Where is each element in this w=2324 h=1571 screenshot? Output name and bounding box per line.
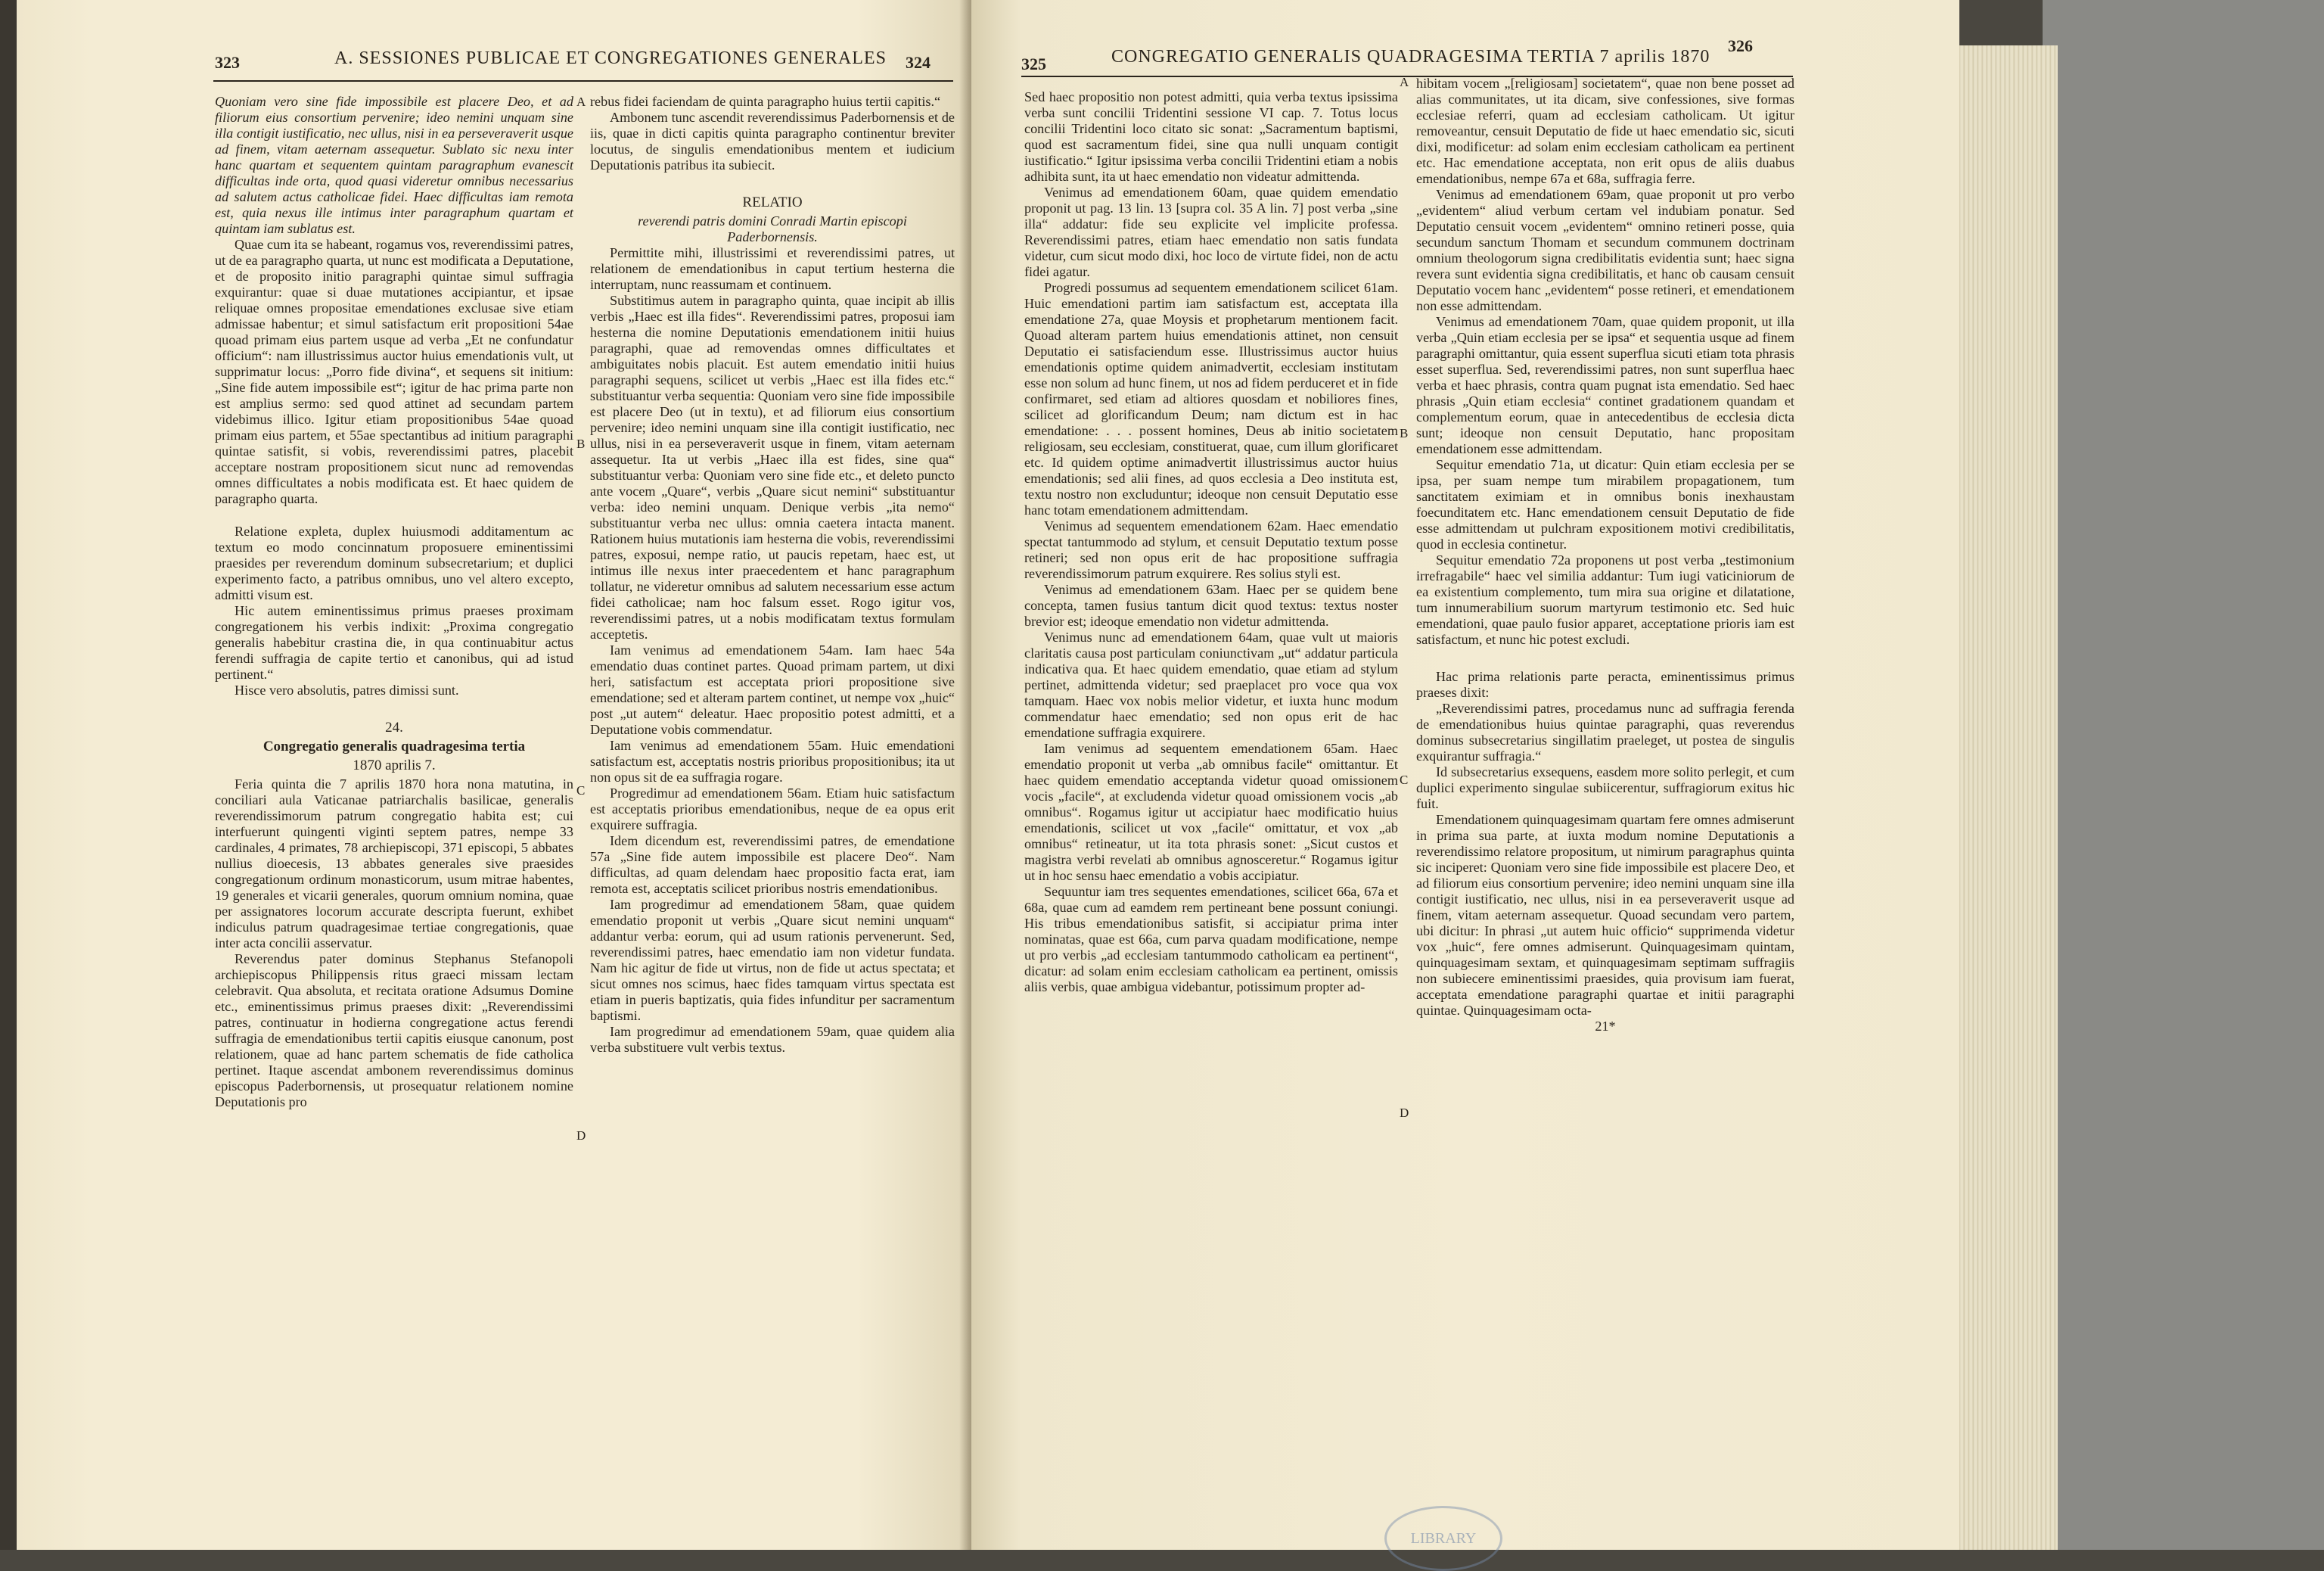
desk-surface-right — [2043, 0, 2324, 1550]
paragraph: Sequitur emendatio 72a proponens ut post verba „testimonium irrefragabile“ haec vel similia addantur: Tum iugi vaticiniorum de ea existentium complemento, tum mira sua origine et dilatatione, tum innumerabilium suorum martyrum testimonio etc. Sed huic emendationi, quae paulo fusior apparet, acceptatione prioris iam est satisfactum, et nunc hic potest excludi. — [1416, 552, 1794, 647]
relatio-title: RELATIO — [742, 194, 803, 210]
paragraph: Hic autem eminentissimus primus praeses proximam congregationem his verbis indixit: „Proxima congregatio generalis habebitur crastina die, in qua continuabitur actus ferendi suffragia de capite tertio et canonibus, qui ad istud pertinent.“ — [215, 603, 573, 682]
paragraph: Venimus ad emendationem 70am, quae quidem proponit, ut illa verba „Quin etiam ecclesia per se ipsa“ et sequentia usque ad finem paragraphi omittantur, quia essent superflua sicuti etiam tota phrasis esset superflua. Sed, reverendissimi patres, non sunt superflua haec verba et haec phrasis, contra quam pugnat ista emendatio. Sed haec phrasis „Quin etiam ecclesia“ continet gradationem quandam et complementum eorum, quae in antecedentibus de ecclesia dicta sunt; ideoque non censuit Deputatio, hanc propositam emendationem esse admittendam. — [1416, 314, 1794, 456]
paragraph: Emendationem quinquagesimam quartam fere omnes admiserunt in prima sua parte, at iuxta modum nomine Deputationis a reverendissimo relatore propositum, ut nimirum paragraphus quinta sic inciperet: Quoniam vero sine fide impossibile est placere Deo, et ad filiorum eius consortium pervenire; ideo nemini unquam sine illa contigit iustificatio, nec ullus, nisi in ea perseveraverit usque ad finem, vitam aeternam assequetur. Quoad secundam vero partem, ubi dicitur: In phrasi „ut autem huic officio“ supprimenda videtur vox „huic“, fere omnes admiserunt. Quinquagesimam quintam, quinquagesimam sextam, et quinquagesimam septimam suffragiis non subiecere eminentissimi praesides, quia provisum iam fuerat, acceptata emendatione paragraphi quartae et initii paragraphi quintae. Quinquagesimam octa- — [1416, 812, 1794, 1018]
paragraph: Iam progredimur ad emendationem 59am, quae quidem alia verba substituere vult verbis textus. — [590, 1024, 955, 1055]
paragraph: Sed haec propositio non potest admitti, quia verba textus ipsissima verba sunt concilii Tridentini sessione VI cap. 7. Totus locus concilii Tridentini loco citato sic sonat: „Sacramentum baptismi, quod est sacramentum fidei, sine qua nulli unquam contigit iustificatio.“ Igitur ipsissima verba concilii Tridentini etiam a nobis adhibita sunt, ita ut haec emendatio non videatur admittenda. — [1024, 89, 1398, 184]
paragraph: Progredi possumus ad sequentem emendationem scilicet 61am. Huic emendationi partim iam satisfactum est, acceptata illa emendatione 27a, quae Moysis et prophetarum mentionem facit. Quoad alteram partem huius emendationis attinet, non censuit Deputatio ei satisfaciendum esse. Illustrissimus auctor huius emendationis optime quidem animadvertit, ecclesiam institutam esse non solum ad hunc finem, ut nos ad fidem perduceret et in fide confirmaret, sed etiam ad altiores quosdam et nobiliores fines, scilicet ad glorificandum Deum; nam dictum est in hac emendatione: . . . possent homines, Deus ab initio societatem religiosam, seu ecclesiam, constituerat, quae, cum illum glorificaret etc. Id quidem optime animadvertit illustrissimus auctor huius emendationis; sed alii fines, ad quos ecclesia a Deo instituta est, textu nostro non excluduntur; ideoque non censuit Deputatio esse hanc totam emendationem admittendam. — [1024, 280, 1398, 518]
paragraph: Ambonem tunc ascendit reverendissimus Paderbornensis et de iis, quae in dicti capitis quinta paragrapho continentur breviter locutus, de singulis emendationibus mentem et iudicium Deputationis patribus ita subiecit. — [590, 110, 955, 173]
paragraph: Iam venimus ad emendationem 55am. Huic emendationi satisfactum est, acceptatis nostris prioribus propositionibus; ita ut non opus sit de ea suffragia rogare. — [590, 738, 955, 785]
paragraph: Hac prima relationis parte peracta, eminentissimus primus praeses dixit: — [1416, 669, 1794, 700]
paragraph: Venimus ad sequentem emendationem 62am. Haec emendatio spectat tantummodo ad stylum, et censuit Deputatio textum posse retineri; sed non opus erit de hac propositione suffragia reverendissimorum patrum exquirere. Res solius styli est. — [1024, 518, 1398, 581]
section-title: Congregatio generalis quadragesima tertia — [263, 739, 526, 754]
paragraph: „Reverendissimi patres, procedamus nunc ad suffragia ferenda de emendationibus huius quintae paragraphi, quas reverendus dominus subsecretarius singillatim praeleget, ut postea de singulis exquirantur suffragia.“ — [1416, 701, 1794, 764]
paragraph: Iam venimus ad sequentem emendationem 65am. Haec emendatio proponit ut verba „ab omnibus facile“ omittantur. Et haec quidem emendatio acceptanda videtur quoad omissionem vocis „facile“, at excludenda videtur quoad omissionem vocis „ab omnibus“. Rogamus igitur ut accipiatur haec modificatio huius emendationis, scilicet ut vox „facile“ omittatur, et vox „ab omnibus“ retineatur, ut ita tota phrasis sonet: „Sicut custos et magistra verbi revelati ab omnibus agnosceretur.“ Rogamus igitur ut in hoc sensu haec emendatio a vobis accipiatur. — [1024, 741, 1398, 883]
paragraph: Permittite mihi, illustrissimi et reverendissimi patres, ut relationem de emendationibus in caput tertium hesterna die interruptam, nunc reassumam et continuem. — [590, 245, 955, 292]
left-page-running-header: A. SESSIONES PUBLICAE ET CONGREGATIONES GENERALES — [334, 48, 887, 68]
right-page-number-outer: 326 — [1728, 36, 1753, 55]
left-page-number-inner: 324 — [906, 53, 931, 72]
paragraph: Id subsecretarius exsequens, easdem more solito perlegit, et cum duplici experimento singulae subiicerentur, suffragiorum exitus hic fuit. — [1416, 764, 1794, 811]
right-margin-letter-b: B — [1400, 426, 1409, 440]
paragraph: rebus fidei faciendam de quinta paragrapho huius tertii capitis.“ — [590, 94, 941, 109]
library-stamp: LIBRARY — [1384, 1506, 1502, 1571]
right-page-running-header: CONGREGATIO GENERALIS QUADRAGESIMA TERTIA 7 aprilis 1870 — [1111, 47, 1710, 67]
left-header-rule — [213, 80, 953, 82]
left-margin-letter-b: B — [576, 437, 586, 451]
left-margin-letter-d: D — [576, 1128, 586, 1143]
paragraph: Hisce vero absolutis, patres dimissi sunt. — [235, 683, 459, 698]
desk-edge-left — [0, 0, 17, 1550]
left-column-1 — [215, 94, 573, 1110]
left-margin-letter-c: C — [576, 783, 586, 798]
right-margin-letter-c: C — [1400, 773, 1409, 787]
paragraph: Venimus ad emendationem 63am. Haec per se quidem bene concepta, tamen fusius tantum dicit quod textus: textus noster brevior est; ideoque emendatio non videtur admittenda. — [1024, 582, 1398, 629]
paragraph: Relatione expleta, duplex huiusmodi additamentum ac textum eo modo concinnatum proposuere eminentissimi praesides per reverendum dominum subsecretarium; et duplici experimento facto, a patribus omnibus, uno vel altero excepto, admitti visum est. — [215, 524, 573, 602]
right-column-1 — [1024, 89, 1398, 995]
paragraph: hibitam vocem „[religiosam] societatem“, quae non bene posset ad alias communitates, ut ita dicam, sive confessiones, sive formas ecclesiae referri, quam ad ecclesiam catholicam. Ut igitur removeantur, censuit Deputatio de fide ut haec emendatio sic, sicuti dixi, modificetur: ad solam enim ecclesiam catholicam ea pertinent etc. Hac emendatione acceptata, non erit opus de aliis duabus emendationibus, nempe 67a et 68a, suffragia ferre. — [1416, 76, 1794, 186]
page-edges-stack — [1952, 45, 2058, 1550]
right-page-number-inner: 325 — [1021, 54, 1046, 73]
relatio-subtitle: reverendi patris domini Conradi Martin episcopi Paderbornensis. — [638, 213, 907, 244]
paragraph: Reverendus pater dominus Stephanus Stefanopoli archiepiscopus Philippensis ritus graeci missam lectam celebravit. Qua absoluta, et recitata oratione Adsumus Domine etc., eminentissimus primus praeses dixit: „Reverendissimi patres, continuatur in hodierna congregatione actus ferendi suffragia de emendationibus tertii capitis eiusque canonum, post relationem, quae ad hanc partem schematis de fide catholica pertinet. Itaque ascendat ambonem reverendissimus dominus episcopus Paderbornensis, ut prosequatur relationem nomine Deputationis pro — [215, 951, 573, 1109]
section-number: 24. — [385, 720, 403, 736]
paragraph: Iam venimus ad emendationem 54am. Iam haec 54a emendatio duas continet partes. Quoad primam partem, ut dixi heri, satisfactum est acceptata priori propositione sive emendatione; sed et alteram partem continet, ut nempe vox „huic“ post „ut autem“ deleatur. Haec propositio potest admitti, et a Deputatione vobis commendatur. — [590, 642, 955, 737]
left-page — [17, 0, 971, 1550]
paragraph: Iam progredimur ad emendationem 58am, quae quidem emendatio proponit ut verbis „Quare sicut nemini unquam“ addantur verba: eorum, qui ad usum rationis pervenerunt. Sed, reverendissimi patres, haec emendatio iam non videtur fundata. Nam hic agitur de fide ut virtus, non de fide ut actus spectata; et sicut omnes nos scimus, haec fides tamquam virtus spectata est etiam in pueris baptizatis, quia fides infunditur per sacramentum baptismi. — [590, 897, 955, 1023]
left-margin-letter-a: A — [576, 95, 586, 109]
paragraph: Quae cum ita se habeant, rogamus vos, reverendissimi patres, ut de ea paragrapho quarta, ut nunc est modificata a Deputatione, et de proposito initio paragraphi quintae simul suffragia exquirantur: quae si duae mutationes accipiantur, et ipsae reliquae omnes propositae emendationes exclusae sive etiam admissae habentur; et simul satisfactum erit propositioni 54ae quoad primam eius partem usque ad verba „Et ne confundatur officium“: nam illustrissimus auctor huius emendationis vult, ut supprimatur locus: „Porro fide divina“, et sequens sit initium: „Sine fide autem impossibile est“; igitur de hac prima parte non est amplius sermo: sed quod attinet ad secundam partem videbimus illico. Igitur etiam propositionibus 54ae quoad primam eius partem, et 55ae spectantibus ad initium paragraphi quintae satisfit, si vobis, reverendissimi patres, placebit acceptare nostram propositionem sicut nunc ad removendas omnes difficultates a nobis modificata est. Et haec quidem de paragrapho quarta. — [215, 237, 573, 506]
paragraph: Progredimur ad emendationem 56am. Etiam huic satisfactum est acceptatis prioribus emendationibus, neque de ea opus erit exquirere suffragia. — [590, 786, 955, 832]
paragraph: Quoniam vero sine fide impossibile est placere Deo, et ad filiorum eius consortium pervenire; ideo nemini unquam sine illa contigit iustificatio, nec ullus, nisi in ea perseveraverit usque ad finem, vitam aeternam assequetur. Sublato sic nexu inter hanc quartam et sequentem quintam paragraphum evanescit difficultas inde orta, quod quasi videretur omnibus necessarius ad salutem actus catholicae fidei. Haec difficultas iam remota est, quia nexus ille intimus inter paragraphum quartam et quintam iam sublatus est. — [215, 94, 573, 236]
left-column-2 — [590, 94, 955, 1056]
signature-mark: 21* — [1595, 1019, 1616, 1034]
paragraph: Venimus ad emendationem 69am, quae proponit ut pro verbo „evidentem“ aliud verbum certam vel indubiam ponatur. Sed Deputatio censuit vocem „evidentem“ omnino retineri posse, quia secundum sanctum Thomam et secundum communem doctrinam omnium theologorum signa credibilitatis evidentia sunt; haec signa revera sunt evidentia signa credibilitatis, et hanc ob causam censuit Deputatio vocem hanc „evidentem“ posse retineri, et emendationem non esse admittendam. — [1416, 187, 1794, 313]
paragraph: Sequitur emendatio 71a, ut dicatur: Quin etiam ecclesia per se ipsa, per suam nempe tum mirabilem propagationem, tum sanctitatem eximiam et in omnibus bonis inexhaustam foecunditatem etc. Hanc emendationem censuit Deputatio de fide esse admittendam ut pulchram expositionem motivi credibilitatis, quod in ecclesia continetur. — [1416, 457, 1794, 552]
paragraph: Feria quinta die 7 aprilis 1870 hora nona matutina, in conciliari aula Vaticanae patriarchalis basilicae, generalis reverendissimorum patrum congregatio habita est; cui interfuerunt quingenti viginti septem patres, nempe 33 cardinales, 4 primates, 78 archiepiscopi, 371 episcopi, 5 abbates nullius dioecesis, 13 abbates generales sive praesides congregationum ordinum monasticorum, usum mitrae habentes, 19 generales et vicarii generales, quorum omnium nomina, quae per assignatores locorum accurate descripta fuerunt, exhibet indiculus patrum quadragesimae tertiae congregationis, quae inter acta concilii asservatur. — [215, 776, 573, 950]
right-column-2 — [1416, 76, 1794, 1034]
paragraph: Idem dicendum est, reverendissimi patres, de emendatione 57a „Sine fide autem impossibile est placere Deo“. Nam difficultas, ad quam delendam haec propositio facta erat, iam remota est, acceptatis scilicet prioribus nostris emendationibus. — [590, 833, 955, 896]
left-page-number-outer: 323 — [215, 53, 240, 72]
paragraph: Substitimus autem in paragrapho quinta, quae incipit ab illis verbis „Haec est illa fides“. Reverendissimi patres, proposui iam hesterna die nomine Deputationis emendationem initii huius paragraphi, quae ad removendas omnes difficultates et ambiguitates nobis placuit. Est autem emendatio initii huius paragraphi sequens, scilicet ut verbis „Haec est illa fides etc.“ substituantur verba sequentia: Quoniam vero sine fide impossibile est placere Deo (ut in textu), et ad filiorum eius consortium pervenire; ideo nemini unquam sine illa contigit iustificatio, nec ullus, nisi in ea perseveraverit usque in finem, vitam aeternam assequetur. Ita ut verbis „Haec illa est fides, sine qua“ substituantur verba: Quoniam vero sine fide etc., et deleto puncto ante vocem „Quare“, verbis „Quare sicut nemini“ substituantur verba: ideo nemini unquam. Denique verbis „ita nemo“ substituantur verba nec ullus: omnia caetera intacta manent. Rationem huius mutationis iam hesterna die vobis, reverendissimi patres, exposui, nempe ratio, ut paucis repetam, haec est, ut intimus ille nexus inter praecedentem et hanc paragraphum tollatur, ne videretur omnibus ad salutem necessarium esse actum fidei catholicae; nam hoc falsum esset. Rogo igitur vos, reverendissimi patres, ut a nobis modificatam textus formulam acceptetis. — [590, 293, 955, 642]
paragraph: Venimus ad emendationem 60am, quae quidem emendatio proponit ut pag. 13 lin. 13 [supra col. 35 A lin. 7] post verba „sine illa“ addatur: fide seu explicite vel implicite professa. Reverendissimi patres, etiam haec emendatio non satis fundata videtur, cum sicut modo dixi, hoc loco de virtute fidei, non de actu fidei agatur. — [1024, 185, 1398, 279]
right-page — [971, 0, 1959, 1550]
right-margin-letter-d: D — [1400, 1106, 1409, 1120]
paragraph: Sequuntur iam tres sequentes emendationes, scilicet 66a, 67a et 68a, quae cum ad eamdem rem pertineant bene possunt coniungi. His tribus emendationibus satisfit, si accipiatur prima inter nominatas, quae est 66a, cum parva quadam modificatione, nempe ut pro verbis „ad ecclesiam tantummodo catholicam ea pertinent“, dicatur: ad solam enim ecclesiam catholicam ea pertinent, omissis aliis verbis, quae ambigua videbantur, potissimum propter ad- — [1024, 884, 1398, 994]
section-date: 1870 aprilis 7. — [353, 758, 436, 773]
paragraph: Venimus nunc ad emendationem 64am, quae vult ut maioris claritatis causa post particulam coniunctivam „ut“ addatur particula indicativa qua. Et haec quidem emendatio, quae etiam ad stylum pertinet, admittenda videtur; sed praeplacet pro voce qua vox tamquam. Haec vox nobis melior videtur, et iuxta hunc modum commendatur haec emendatio; sed non opus erit de hac emendatione suffragia exquirere. — [1024, 630, 1398, 740]
right-margin-letter-a: A — [1400, 75, 1409, 89]
